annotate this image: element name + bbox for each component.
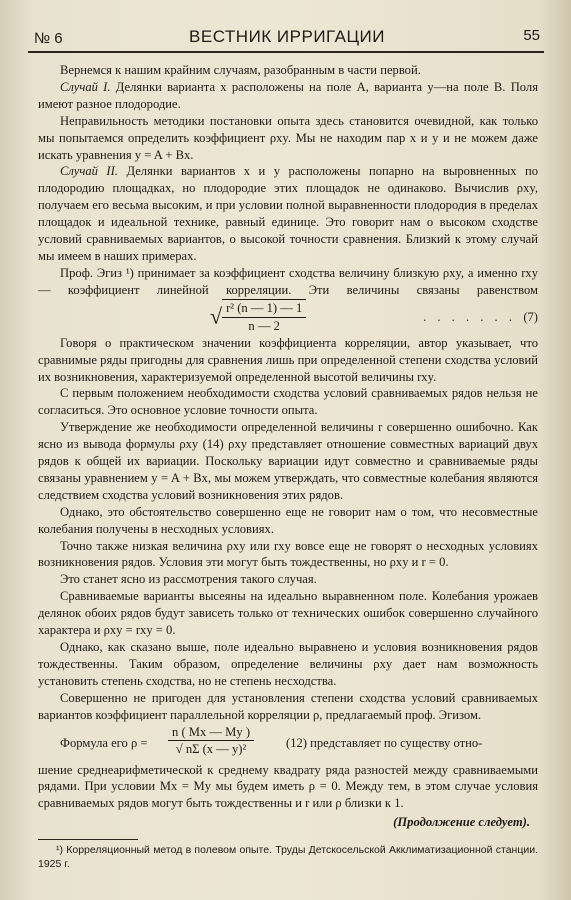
formula-7-numerator: r² (n — 1) — 1: [222, 299, 306, 318]
formula-7-denominator: n — 2: [248, 318, 280, 333]
formula-12-body: [168, 724, 254, 759]
paragraph: Неправильность методики постановки опыта здесь становится очевидной, как только мы попытаемся определить коэффициент ρxy. Мы не находим пар x и y и не можем даже искать уравнения y = A + Bx.: [38, 113, 538, 162]
paragraph: Говоря о практическом значении коэффициента корреляции, автор указывает, что сравнимые ряды пригодны для сравнения лишь при определенной степени сходства условий их возникновения, характеризуемой определенной высотой величины rxy.: [38, 335, 538, 384]
footnote: ¹) Корреляционный метод в полевом опыте. Труды Детскосельской Акклиматизационной станции. 1925 г.: [38, 844, 538, 871]
article-body: [38, 62, 538, 871]
formula-12-lead: Формула его ρ =: [60, 735, 148, 750]
paragraph: Точно также низкая величина ρxy или rxy вовсе еще не говорят о несходных условиях возникновения рядов. Условия эти могут быть тождественны, но ρxy и r = 0.: [38, 538, 538, 570]
sqrt-sign: √: [210, 303, 223, 329]
formula-12: [38, 724, 538, 762]
paragraph-text: Делянки варианта x расположены на поле A, варианта y—на поле B. Поля имеют разное плодородие.: [38, 79, 538, 111]
formula-7-number: (7): [523, 309, 538, 324]
journal-title: ВЕСТНИК ИРРИГАЦИИ: [189, 27, 385, 46]
paragraph: Утверждение же необходимости определенной величины r совершенно ошибочно. Как ясно из вывода формулы ρxy (14) ρxy представляет отношение совместных вариаций двух рядов к общей их вариации. Поскольку вариации идут совместно и сравниваемые ряды связаны уравнением y = A + Bx, мы можем утверждать, что совместные колебания являются следствием сходства условий возникновения этих рядов.: [38, 420, 538, 502]
paragraph: Совершенно не пригоден для установления степени сходства условий сравниваемых вариантов коэффициент параллельной корреляции ρ, предлагаемый проф. Эгизом.: [38, 690, 538, 722]
paragraph: Сравниваемые варианты высеяны на идеально выравненном поле. Колебания урожаев делянок обоих рядов будут зависеть только от технических ошибок совершенно случайного характера и ρxy = rxy = 0.: [38, 589, 538, 638]
formula-12-rest: (12) представляет по существу отно-: [286, 735, 483, 750]
paragraph: Однако, это обстоятельство совершенно еще не говорит нам о том, что несовместные колебания получены в несходных условиях.: [38, 504, 538, 536]
footnote-rule: [38, 839, 138, 840]
formula-7-body: [210, 299, 306, 335]
paragraph: Вернемся к нашим крайним случаям, разобранным в части первой.: [60, 63, 421, 77]
page-number: 55: [523, 27, 540, 44]
paragraph-text: Делянки вариантов x и y расположены попарно на выровненных по плодородию площадках, но плодородие этих площадок не одинаково. Вычислив ρxy, получаем его весьма высоким, и при условии полной выравненности плодородия в пределах площадок и идеальной технике, равный единице. Это говорит нам о высоком сходстве условий сравниваемых вариантов, о высокой точности сравнения. Близкий к этому случай мы имеем в наших примерах.: [38, 164, 539, 263]
formula-12-fraction: [168, 724, 254, 759]
formula-7-fraction: [222, 299, 306, 335]
paragraph: [38, 79, 538, 113]
paragraph: [38, 163, 538, 264]
paragraph: Проф. Эгиз ¹) принимает за коэффициент сходства величину близкую ρxy, а именно rxy — коэффициент линейной корреляции. Эти величины связаны равенством: [38, 265, 538, 297]
case-label: Случай II.: [60, 164, 118, 179]
page-header: [34, 26, 540, 50]
paragraph: С первым положением необходимости сходства условий сравниваемых рядов нельзя не согласиться. Это основное условие точности опыта.: [38, 386, 538, 418]
continuation-note: (Продолжение следует).: [393, 815, 530, 830]
issue-number: № 6: [34, 30, 63, 47]
formula-12-numerator: n ( Mx — My ): [168, 724, 254, 742]
formula-7: [38, 299, 538, 335]
formula-7-dots: . . . . . . .: [423, 309, 516, 324]
paragraph: Однако, как сказано выше, поле идеально выравнено и условия возникновения рядов тождественны. Таким образом, определение величины ρxy дает нам возможность установить степень сходства, но не степень несходства.: [38, 640, 538, 688]
paragraph: Это станет ясно из рассмотрения такого случая.: [60, 572, 317, 587]
paragraph: шение среднеарифметической к среднему квадрату ряда разностей между сравниваемыми рядами. При условии Mx = My мы будем иметь ρ = 0. Между тем, в этом случае условия сравниваемых рядов могут быть тождественны и r или ρ близки к 1.: [38, 762, 538, 811]
header-rule: [28, 51, 544, 53]
case-label: Случай I.: [60, 79, 111, 94]
formula-12-denominator: √ nΣ (x — y)²: [175, 742, 247, 757]
